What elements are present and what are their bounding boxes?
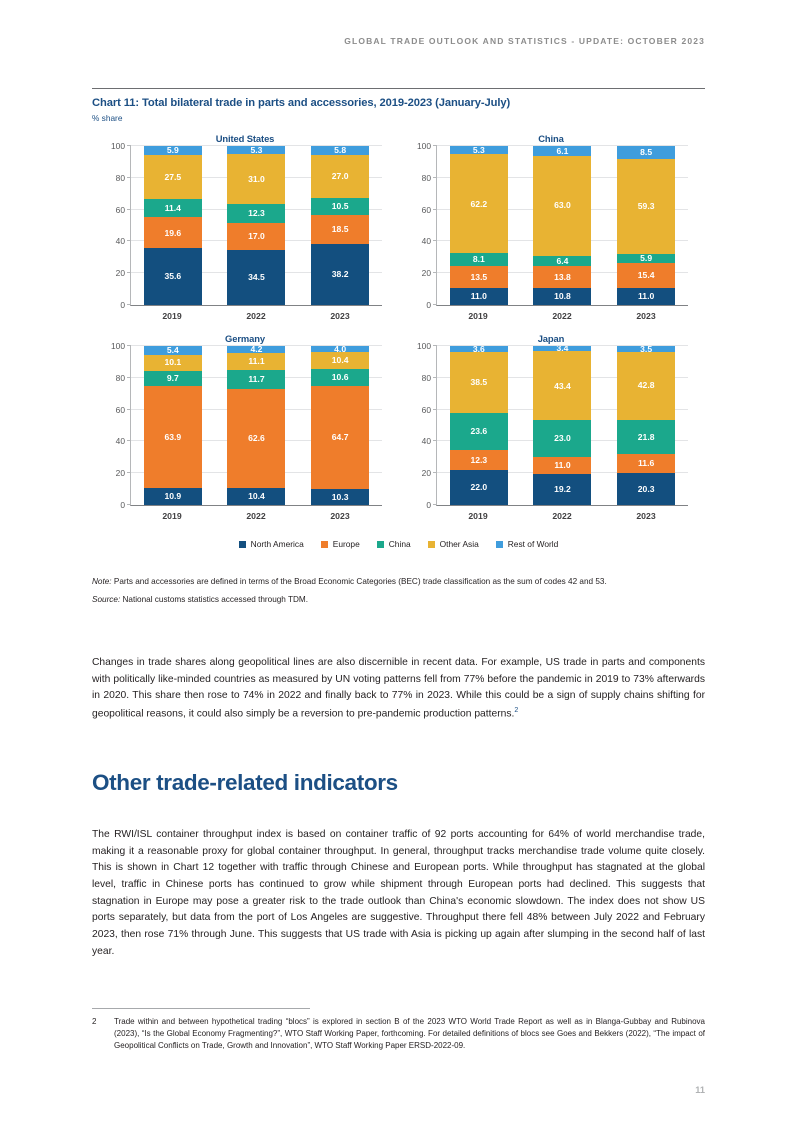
bar-segment-other-asia[interactable]: 38.5 bbox=[450, 352, 508, 413]
x-axis-labels bbox=[130, 511, 382, 521]
stacked-bar-2019[interactable] bbox=[144, 346, 202, 505]
stacked-bar-2019[interactable] bbox=[144, 146, 202, 305]
bar-segment-other-asia[interactable]: 59.3 bbox=[617, 159, 675, 253]
footnote-block bbox=[92, 1016, 705, 1052]
body-paragraph-1 bbox=[92, 655, 705, 723]
y-axis-tick-label: 40 bbox=[115, 236, 125, 247]
bar-segment-rest-of-world[interactable]: 3.4 bbox=[533, 346, 591, 351]
chart-top-rule bbox=[92, 88, 705, 89]
bar-segment-europe[interactable]: 13.8 bbox=[533, 266, 591, 288]
bar-segment-china[interactable]: 10.5 bbox=[311, 198, 369, 215]
panel-title: United States bbox=[215, 133, 275, 144]
bar-segment-north-america[interactable]: 10.9 bbox=[144, 488, 202, 505]
stacked-bar-2022[interactable] bbox=[533, 346, 591, 505]
stacked-bar-2022[interactable] bbox=[227, 146, 285, 305]
stacked-bar-2022[interactable] bbox=[533, 146, 591, 305]
x-axis-tick-label: 2022 bbox=[246, 511, 266, 521]
bar-segment-rest-of-world[interactable]: 5.3 bbox=[450, 146, 508, 154]
bar-segment-north-america[interactable]: 10.8 bbox=[533, 288, 591, 305]
legend-swatch-icon bbox=[377, 541, 384, 548]
legend-item-rest-of-world[interactable] bbox=[496, 539, 559, 549]
bar-segment-north-america[interactable]: 35.6 bbox=[144, 248, 202, 305]
bar-segment-rest-of-world[interactable]: 5.8 bbox=[311, 146, 369, 155]
bar-segment-other-asia[interactable]: 27.0 bbox=[311, 155, 369, 198]
bar-segment-china[interactable]: 6.4 bbox=[533, 256, 591, 266]
bar-segment-other-asia[interactable]: 10.4 bbox=[311, 352, 369, 369]
x-axis-tick-label: 2019 bbox=[468, 311, 488, 321]
x-axis-tick-label: 2022 bbox=[246, 311, 266, 321]
bar-segment-china[interactable]: 11.7 bbox=[227, 370, 285, 389]
source-label: Source: bbox=[92, 595, 121, 605]
bar-segment-rest-of-world[interactable]: 6.1 bbox=[533, 146, 591, 156]
bar-segment-other-asia[interactable]: 10.1 bbox=[144, 355, 202, 371]
note-text: Parts and accessories are defined in terms of the Broad Economic Categories (BEC) trade classification as the sum of codes 42 and 53. bbox=[111, 577, 607, 586]
x-axis-tick-label: 2019 bbox=[468, 511, 488, 521]
bar-segment-rest-of-world[interactable]: 8.5 bbox=[617, 146, 675, 159]
bar-segment-north-america[interactable]: 10.4 bbox=[227, 488, 285, 505]
bar-segment-other-asia[interactable]: 62.2 bbox=[450, 154, 508, 253]
y-axis-tick-label: 20 bbox=[421, 268, 431, 279]
y-axis-tick-label: 100 bbox=[417, 141, 431, 151]
bar-segment-other-asia[interactable]: 31.0 bbox=[227, 154, 285, 203]
footnote-number: 2 bbox=[92, 1017, 97, 1026]
bar-segment-europe[interactable]: 63.9 bbox=[144, 386, 202, 488]
source-text: National customs statistics accessed through TDM. bbox=[120, 595, 308, 605]
chart-panel-united-states bbox=[92, 133, 398, 333]
bar-segment-china[interactable]: 9.7 bbox=[144, 371, 202, 386]
bar-segment-china[interactable]: 23.0 bbox=[533, 420, 591, 457]
bar-group bbox=[131, 346, 382, 505]
y-axis-tick-label: 0 bbox=[120, 300, 125, 310]
legend-item-other-asia[interactable] bbox=[428, 539, 479, 549]
y-axis-tick-label: 80 bbox=[421, 372, 431, 383]
bar-segment-china[interactable]: 5.9 bbox=[617, 254, 675, 263]
bar-segment-europe[interactable]: 11.0 bbox=[533, 457, 591, 474]
panel-title: China bbox=[538, 133, 564, 144]
stacked-bar-2023[interactable] bbox=[311, 146, 369, 305]
x-axis-labels bbox=[436, 311, 688, 321]
legend-swatch-icon bbox=[321, 541, 328, 548]
legend-label: North America bbox=[250, 539, 304, 549]
y-axis-tick-label: 0 bbox=[426, 300, 431, 310]
bar-segment-rest-of-world[interactable]: 4.2 bbox=[227, 346, 285, 353]
legend-label: Other Asia bbox=[439, 539, 479, 549]
bar-segment-other-asia[interactable]: 42.8 bbox=[617, 352, 675, 420]
legend-item-china[interactable] bbox=[377, 539, 411, 549]
bar-segment-north-america[interactable]: 10.3 bbox=[311, 489, 369, 505]
chart-panel-china bbox=[398, 133, 704, 333]
bar-segment-europe[interactable]: 12.3 bbox=[450, 450, 508, 470]
y-axis-tick-label: 60 bbox=[421, 204, 431, 215]
bar-segment-europe[interactable]: 18.5 bbox=[311, 215, 369, 244]
bar-segment-north-america[interactable]: 38.2 bbox=[311, 244, 369, 305]
bar-group bbox=[437, 346, 688, 505]
x-axis-tick-label: 2023 bbox=[636, 511, 656, 521]
bar-segment-china[interactable]: 11.4 bbox=[144, 199, 202, 217]
footnote-marker-2[interactable]: 2 bbox=[514, 707, 519, 715]
bar-group bbox=[437, 146, 688, 305]
y-axis-tick-label: 100 bbox=[111, 141, 125, 151]
bar-segment-europe[interactable]: 13.5 bbox=[450, 266, 508, 287]
bar-segment-north-america[interactable]: 34.5 bbox=[227, 250, 285, 305]
section-heading: Other trade-related indicators bbox=[92, 770, 398, 795]
x-axis-tick-label: 2022 bbox=[552, 311, 572, 321]
x-axis-tick-label: 2022 bbox=[552, 511, 572, 521]
chart-panel-germany bbox=[92, 333, 398, 533]
bar-segment-china[interactable]: 23.6 bbox=[450, 413, 508, 451]
bar-segment-china[interactable]: 12.3 bbox=[227, 204, 285, 224]
y-axis-tick-label: 0 bbox=[120, 500, 125, 510]
x-axis-labels bbox=[130, 311, 382, 321]
x-axis-tick-label: 2023 bbox=[636, 311, 656, 321]
y-axis-tick-label: 80 bbox=[115, 172, 125, 183]
bar-segment-other-asia[interactable]: 63.0 bbox=[533, 156, 591, 256]
legend-label: Europe bbox=[332, 539, 360, 549]
y-axis-tick-label: 40 bbox=[421, 436, 431, 447]
legend-label: Rest of World bbox=[507, 539, 559, 549]
chart-panel-grid bbox=[92, 133, 705, 533]
bar-segment-rest-of-world[interactable]: 5.9 bbox=[144, 146, 202, 155]
x-axis-tick-label: 2023 bbox=[330, 311, 350, 321]
y-axis-tick-label: 20 bbox=[115, 268, 125, 279]
legend-item-north-america[interactable] bbox=[239, 539, 304, 549]
stacked-bar-2023[interactable] bbox=[617, 146, 675, 305]
bar-segment-europe[interactable]: 62.6 bbox=[227, 389, 285, 489]
bar-group bbox=[131, 146, 382, 305]
bar-segment-rest-of-world[interactable]: 3.6 bbox=[450, 346, 508, 352]
y-axis-tick-label: 60 bbox=[421, 404, 431, 415]
y-axis-tick-label: 0 bbox=[426, 500, 431, 510]
bar-segment-north-america[interactable]: 22.0 bbox=[450, 470, 508, 505]
chart-title: Chart 11: Total bilateral trade in parts and accessories, 2019-2023 (January-July) bbox=[92, 97, 511, 109]
x-axis-tick-label: 2023 bbox=[330, 511, 350, 521]
plot-area bbox=[417, 341, 688, 510]
chart-axis-unit-label: % share bbox=[92, 113, 123, 123]
bar-segment-north-america[interactable]: 11.0 bbox=[450, 288, 508, 305]
bar-segment-europe[interactable]: 19.6 bbox=[144, 217, 202, 248]
y-axis-tick-label: 20 bbox=[421, 468, 431, 479]
x-axis-labels bbox=[436, 511, 688, 521]
y-axis-tick-label: 40 bbox=[421, 236, 431, 247]
stacked-bar-2023[interactable] bbox=[311, 346, 369, 505]
y-axis-tick-label: 100 bbox=[111, 341, 125, 351]
legend-item-europe[interactable] bbox=[321, 539, 360, 549]
stacked-bar-2019[interactable] bbox=[450, 346, 508, 505]
bar-segment-other-asia[interactable]: 11.1 bbox=[227, 353, 285, 371]
bar-segment-north-america[interactable]: 11.0 bbox=[617, 288, 675, 305]
footnote-separator bbox=[92, 1008, 310, 1009]
y-axis-tick-label: 80 bbox=[115, 372, 125, 383]
y-axis-tick-label: 60 bbox=[115, 404, 125, 415]
bar-segment-other-asia[interactable]: 43.4 bbox=[533, 351, 591, 420]
stacked-bar-2023[interactable] bbox=[617, 346, 675, 505]
legend-swatch-icon bbox=[428, 541, 435, 548]
y-axis-tick-label: 60 bbox=[115, 204, 125, 215]
chart-block bbox=[92, 88, 705, 549]
chart-source bbox=[92, 594, 705, 605]
stacked-bar-2022[interactable] bbox=[227, 346, 285, 505]
legend-swatch-icon bbox=[496, 541, 503, 548]
y-axis-tick-label: 80 bbox=[421, 172, 431, 183]
panel-title: Japan bbox=[537, 333, 565, 344]
legend-swatch-icon bbox=[239, 541, 246, 548]
page-number: 11 bbox=[695, 1085, 705, 1095]
y-axis-tick-label: 100 bbox=[417, 341, 431, 351]
bar-segment-china[interactable]: 10.6 bbox=[311, 369, 369, 386]
bar-segment-europe[interactable]: 11.6 bbox=[617, 454, 675, 472]
legend-label: China bbox=[388, 539, 411, 549]
bar-segment-north-america[interactable]: 19.2 bbox=[533, 474, 591, 505]
body-paragraph-2: The RWI/ISL container throughput index is based on container traffic of 92 ports accounting for 64% of world merchandise trade, making it a reasonable proxy for global container throughput. In general, throughput tracks merchandise trade volume quite closely. This is shown in Chart 12 together with traffic through Chinese and European ports. While throughput has stagnated at the global level, traffic in Chinese ports has continued to grow while shipment through European ports had declined. This suggests that stagnation in Europe may pose a greater risk to the trade outlook than China's economic slowdown. The index does not show US ports separately, but data from the port of Los Angeles are suggestive. Throughput there fell 48% between July 2022 and February 2023, then rose 71% through June. This suggests that US trade with Asia is picking up again after slumping in the second half of last year. bbox=[92, 829, 705, 957]
bar-segment-china[interactable]: 21.8 bbox=[617, 420, 675, 455]
note-label: Note: bbox=[92, 577, 112, 586]
plot-area bbox=[111, 141, 382, 310]
y-axis-tick-label: 20 bbox=[115, 468, 125, 479]
plot-area bbox=[417, 141, 688, 310]
footnote-text: Trade within and between hypothetical trading “blocs” is explored in section B of the 2023 WTO World Trade Report as well as in Blanga-Gubbay and Rubinova (2023), “Is the Global Economy Fragmenting?”, WTO Staff Working Paper, forthcoming. For detailed definitions of blocs see Goes and Bekkers (2022), “The impact of Geopolitical Conflicts on Trade, Growth and Innovation”, WTO Staff Working Paper ERSD-2022-09. bbox=[114, 1017, 705, 1051]
bar-segment-europe[interactable]: 64.7 bbox=[311, 386, 369, 489]
bar-segment-china[interactable]: 8.1 bbox=[450, 253, 508, 266]
x-axis-tick-label: 2019 bbox=[162, 511, 182, 521]
stacked-bar-2019[interactable] bbox=[450, 146, 508, 305]
y-axis-tick-label: 40 bbox=[115, 436, 125, 447]
bar-segment-europe[interactable]: 15.4 bbox=[617, 263, 675, 287]
bar-segment-europe[interactable]: 17.0 bbox=[227, 223, 285, 250]
paragraph-1-text: Changes in trade shares along geopolitical lines are also discernible in recent data. For example, US trade in parts and components with politically like-minded countries as measured by UN voting patterns fell from 77% before the pandemic in 2019 to 73% afterwards in 2020. This share then rose to 74% in 2022 and finally back to 77% in 2023. While this could be a sign of supply chains shifting for geopolitical reasons, it could also simply be a reversion to pre-pandemic production patterns. bbox=[92, 657, 705, 720]
panel-title: Germany bbox=[225, 333, 265, 344]
chart-legend bbox=[92, 539, 705, 549]
plot-area bbox=[111, 341, 382, 510]
chart-panel-japan bbox=[398, 333, 704, 533]
chart-note bbox=[92, 576, 705, 587]
bar-segment-rest-of-world[interactable]: 5.4 bbox=[144, 346, 202, 355]
chart-notes bbox=[92, 576, 705, 606]
running-header: GLOBAL TRADE OUTLOOK AND STATISTICS - UPDATE: OCTOBER 2023 bbox=[344, 36, 705, 46]
x-axis-tick-label: 2019 bbox=[162, 311, 182, 321]
bar-segment-rest-of-world[interactable]: 5.3 bbox=[227, 146, 285, 154]
bar-segment-rest-of-world[interactable]: 3.5 bbox=[617, 346, 675, 352]
bar-segment-north-america[interactable]: 20.3 bbox=[617, 473, 675, 505]
bar-segment-rest-of-world[interactable]: 4.0 bbox=[311, 346, 369, 352]
bar-segment-other-asia[interactable]: 27.5 bbox=[144, 155, 202, 199]
